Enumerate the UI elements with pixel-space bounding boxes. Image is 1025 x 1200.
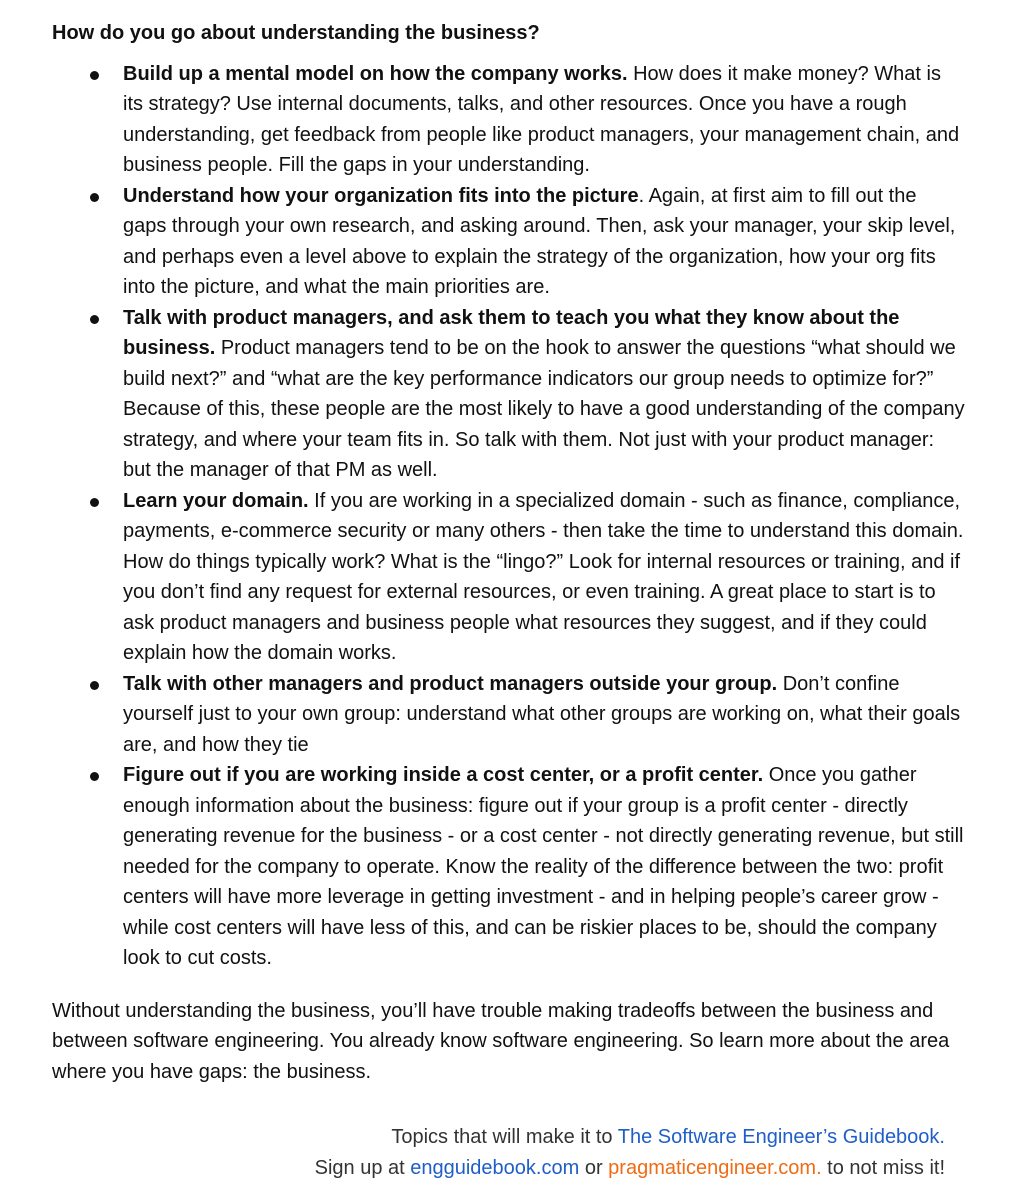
list-item-text: How does it make money? What is its strategy? Use internal documents, talks, and other resources. Once you have a rough understanding, get feedback from people like product managers, your management chain, and business people. Fill the gaps in your understanding.	[123, 62, 960, 176]
bullet-icon	[90, 772, 99, 781]
bullet-icon	[90, 71, 99, 80]
list-item-text: Once you gather enough information about the business: figure out if your group is a profit center - directly generating revenue for the business - or a cost center - not directly generating revenue, but still needed for the company to operate. Know the reality of the difference between the two: profit centers will have more leverage in getting investment - and in helping people’s career grow - while cost centers will have less of this, and can be riskier places to be, should the company look to cut costs.	[123, 764, 964, 969]
list-item	[52, 303, 965, 486]
bullet-icon	[90, 315, 99, 324]
list-item-bold: Figure out if you are working inside a cost center, or a profit center.	[123, 764, 764, 786]
closing-paragraph: Without understanding the business, you’ll have trouble making tradeoffs between the business and between software engineering. You already know software engineering. So learn more about the area where you have gaps: the business.	[52, 999, 950, 1083]
footer-text: Topics that will make it to	[391, 1126, 618, 1148]
footer-text: Sign up at	[314, 1156, 411, 1179]
footer-promo	[315, 1122, 945, 1183]
pragmaticengineer-link[interactable]: pragmaticengineer.com.	[608, 1156, 822, 1179]
bullet-icon	[90, 498, 99, 507]
bullet-icon	[90, 681, 99, 690]
bullet-list	[52, 59, 965, 974]
list-item-bold: Talk with product managers, and ask them to teach you what they know about the business.	[123, 306, 900, 359]
list-item-text: Product managers tend to be on the hook to answer the questions “what should we build next?” and “what are the key performance indicators our group needs to optimize for?” Because of this, these people are the most likely to have a good understanding of the company strategy, and where your team fits in. So talk with them. Not just with your product manager: but the manager of that PM as well.	[123, 337, 965, 481]
engguidebook-link[interactable]: engguidebook.com	[410, 1156, 580, 1179]
footer-text: to not miss it!	[821, 1156, 945, 1179]
guidebook-link[interactable]: The Software Engineer’s Guidebook.	[617, 1126, 945, 1148]
list-item-text: . Again, at first aim to fill out the gaps through your own research, and asking around. Then, ask your manager, your skip level, and perhaps even a level above to explain the strategy of the organization, how your org fits into the picture, and what the main priorities are.	[123, 184, 956, 298]
footer-line-2	[315, 1153, 945, 1184]
list-item-text: If you are working in a specialized domain - such as finance, compliance, payments, e-commerce security or many others - then take the time to understand this domain. How do things typically work? What is the “lingo?” Look for internal resources or training, and if you don’t find any request for external resources, or even training. A great place to start is to ask product managers and business people what resources they suggest, and if they could explain how the domain works.	[123, 489, 964, 664]
list-item-bold: Talk with other managers and product managers outside your group.	[123, 672, 778, 695]
bullet-icon	[90, 193, 99, 202]
list-item	[52, 181, 965, 303]
list-item	[52, 760, 965, 974]
list-item-bold: Build up a mental model on how the company works.	[123, 62, 628, 85]
list-item	[52, 59, 965, 181]
list-item-text: Don’t confine yourself just to your own group: understand what other groups are working on, what their goals are, and how they tie	[123, 672, 961, 756]
section-heading: How do you go about understanding the business?	[52, 22, 540, 44]
list-item	[52, 669, 965, 761]
footer-text: or	[579, 1156, 609, 1179]
list-item	[52, 486, 965, 669]
list-item-bold: Learn your domain.	[123, 489, 309, 512]
footer-line-1	[315, 1122, 945, 1153]
list-item-bold: Understand how your organization fits into the picture	[123, 184, 639, 207]
